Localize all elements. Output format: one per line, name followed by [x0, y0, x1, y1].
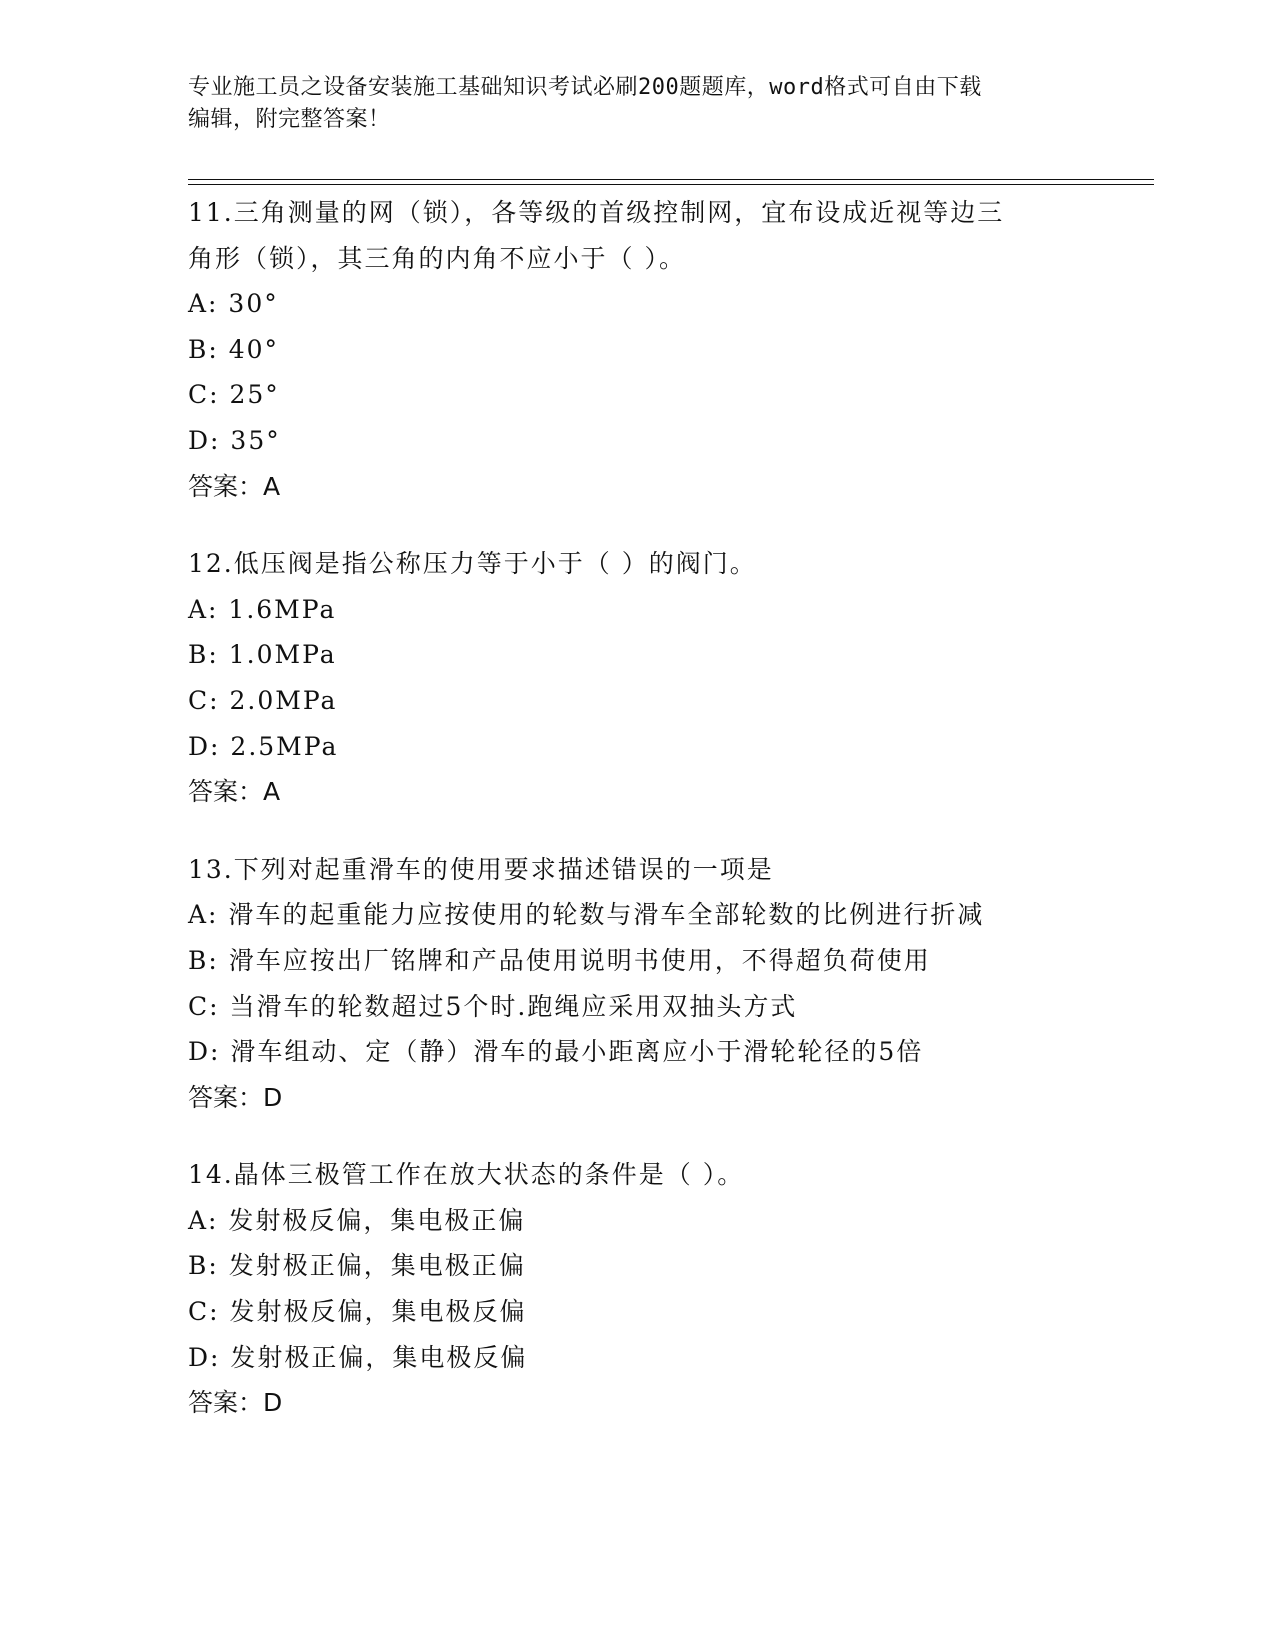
- answer-label: 答案：D: [188, 1388, 283, 1418]
- answer-label: 答案：D: [188, 1082, 283, 1112]
- option-d: D: 2.5MPa: [188, 731, 339, 761]
- answer-label: 答案：A: [188, 777, 281, 807]
- option-b: B: 发射极正偏，集电极正偏: [188, 1251, 526, 1281]
- option-d: D: 发射极正偏，集电极反偏: [188, 1342, 528, 1372]
- option-a: A: 发射极反偏，集电极正偏: [188, 1205, 526, 1235]
- header-divider-bottom: [188, 184, 1154, 185]
- header-divider-top: [188, 179, 1154, 180]
- option-a: A: 30°: [188, 289, 279, 319]
- option-b: B: 滑车应按出厂铭牌和产品使用说明书使用，不得超负荷使用: [188, 945, 931, 975]
- option-a: A: 1.6MPa: [188, 594, 337, 624]
- question-13: [188, 847, 1148, 1121]
- question-stem: 13.下列对起重滑车的使用要求描述错误的一项是: [188, 854, 774, 884]
- option-c: C: 发射极反偏，集电极反偏: [188, 1297, 527, 1327]
- question-list: [188, 190, 1148, 1458]
- question-stem: 11.三角测量的网（锁），各等级的首级控制网，宜布设成近视等边三: [188, 198, 1005, 227]
- question-stem: 角形（锁），其三角的内角不应小于（ ）。: [188, 243, 686, 273]
- option-c: C: 2.0MPa: [188, 685, 338, 715]
- header-title-line-1: 专业施工员之设备安装施工基础知识考试必刷200题题库，word格式可自由下载: [188, 75, 982, 100]
- option-a: A: 滑车的起重能力应按使用的轮数与滑车全部轮数的比例进行折减: [188, 900, 985, 930]
- question-stem: 14.晶体三极管工作在放大状态的条件是（ ）。: [188, 1160, 745, 1190]
- question-stem: 12.低压阀是指公称压力等于小于（ ）的阀门。: [188, 549, 757, 579]
- option-d: D: 滑车组动、定（静）滑车的最小距离应小于滑轮轮径的5倍: [188, 1037, 924, 1067]
- question-14: [188, 1152, 1148, 1426]
- question-12: [188, 541, 1148, 815]
- header-title-line-2: 编辑，附完整答案！: [188, 107, 391, 132]
- question-11: [188, 190, 1148, 509]
- option-c: C: 25°: [188, 380, 280, 410]
- option-c: C: 当滑车的轮数超过5个时.跑绳应采用双抽头方式: [188, 991, 798, 1021]
- document-header: [188, 72, 1088, 136]
- option-d: D: 35°: [188, 425, 281, 455]
- option-b: B: 1.0MPa: [188, 640, 337, 670]
- option-b: B: 40°: [188, 334, 280, 364]
- answer-label: 答案：A: [188, 471, 281, 501]
